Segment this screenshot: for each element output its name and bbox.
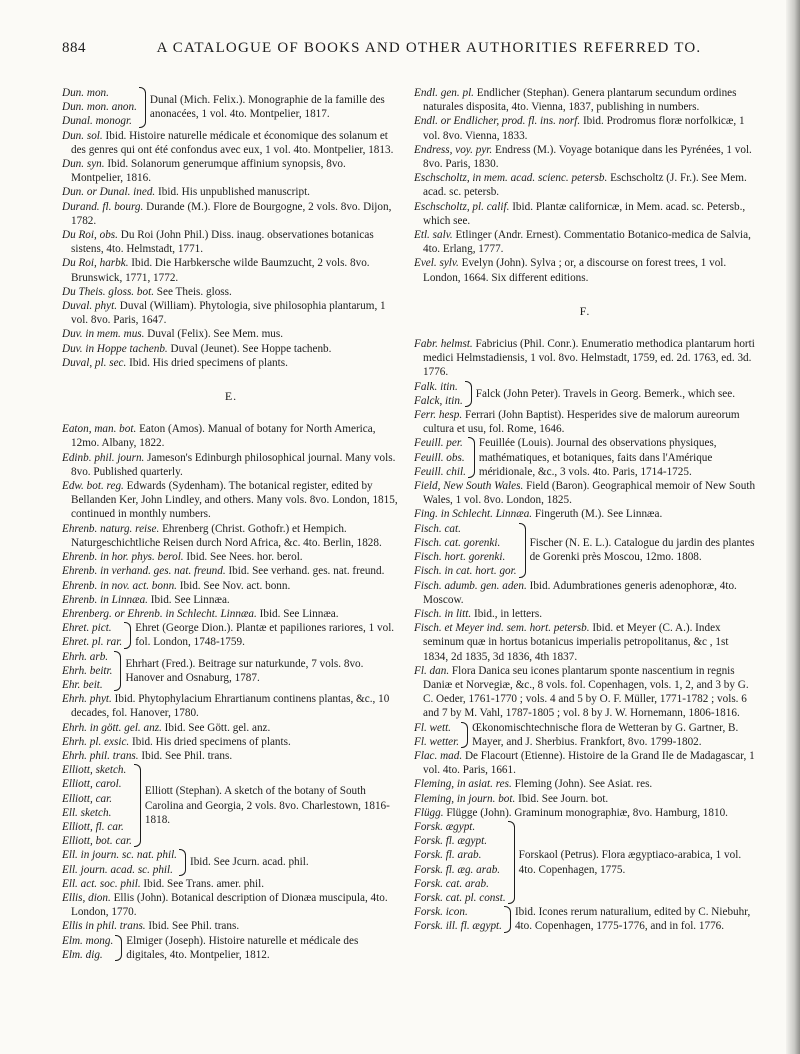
entry-abbreviations xyxy=(414,905,502,933)
entry-abbreviation: Ehr. beit. xyxy=(62,678,103,691)
entry-abbreviation: Forsk. fl. æg. arab. xyxy=(414,863,501,876)
catalogue-entry xyxy=(62,422,400,450)
catalogue-entry xyxy=(62,749,400,763)
catalogue-entry xyxy=(414,507,756,521)
entry-text: Ibid. See Linnæa. xyxy=(150,593,230,606)
grouped-entry xyxy=(62,86,400,129)
entry-text: Ibid. His dried specimens of plants. xyxy=(129,356,288,369)
entry-abbreviation: Ehret. pl. rar. xyxy=(62,636,123,649)
entry-abbreviation: Ellis in phil. trans. xyxy=(62,920,146,933)
entry-abbreviation: Forsk. ill. fl. ægypt. xyxy=(414,920,502,933)
entry-abbreviation: Edinb. phil. journ. xyxy=(62,451,145,464)
entry-text: Duval (Jeunet). See Hoppe tachenb. xyxy=(170,342,332,355)
entry-text: Flügge (John). Graminum monographiæ, 8vo. Hamburg, 1810. xyxy=(446,806,728,819)
entry-text: Ibid. Phytophylacium Ehrartianum continens plantas, &c., 10 decades, fol. Hanover, 1780. xyxy=(71,693,390,720)
entry-abbreviation: Feuill. obs. xyxy=(414,451,465,464)
entry-text: Endress (M.). Voyage botanique dans les Pyrénées, 1 vol. 8vo. Paris, 1830. xyxy=(423,143,752,171)
catalogue-entry xyxy=(62,479,400,522)
entry-abbreviation: Du Roi, obs. xyxy=(62,229,118,242)
catalogue-entry xyxy=(414,228,756,256)
entry-abbreviation: Du Roi, harbk. xyxy=(62,257,129,270)
entry-text: Ibid. Adumbrationes generis adenophoræ, 4to. Moscow. xyxy=(423,579,737,606)
entry-abbreviation: Falck, itin. xyxy=(414,394,463,407)
entry-abbreviation: Elliott, fl. car. xyxy=(62,820,124,833)
page-edge xyxy=(786,0,800,1054)
entry-abbreviations xyxy=(62,848,177,876)
entry-abbreviation: Field, New South Wales. xyxy=(414,480,524,493)
entry-abbreviation: Durand. fl. bourg. xyxy=(62,200,144,213)
entry-abbreviation: Endl. or Endlicher, prod. fl. ins. norf. xyxy=(414,115,581,128)
brace-mark xyxy=(504,906,511,932)
entry-text: Jameson's Edinburgh philosophical journal. Many vols. 8vo. Published quarterly. xyxy=(71,451,396,478)
entry-abbreviation: Endl. gen. pl. xyxy=(414,87,474,99)
entry-text: Ibid. Die Harbkersche wilde Baumzucht, 2 vols. 8vo. Brunswick, 1771, 1772. xyxy=(71,257,370,284)
entry-abbreviation: Ferr. hesp. xyxy=(414,409,463,422)
entry-abbreviation: Duval, pl. sec. xyxy=(62,356,127,369)
brace-mark xyxy=(114,651,121,692)
catalogue-entry xyxy=(414,806,756,820)
grouped-entry xyxy=(414,522,756,579)
entry-abbreviation: Fing. in Schlecht. Linnæa. xyxy=(414,508,533,521)
entry-abbreviation: Ehrh. arb. xyxy=(62,650,109,663)
entry-text: Duval (Felix). See Mem. mus. xyxy=(147,328,284,341)
entry-text: Eaton (Amos). Manual of botany for North America, 12mo. Albany, 1822. xyxy=(71,423,376,450)
entry-abbreviation: Fleming, in asiat. res. xyxy=(414,778,512,791)
entry-abbreviation: Fisch. cat. xyxy=(414,522,461,535)
entry-abbreviation: Flac. mad. xyxy=(414,749,463,762)
entry-abbreviation: Dun. mon. xyxy=(62,87,109,99)
entry-text: Ibid. See Gött. gel. anz. xyxy=(164,721,271,734)
entry-text: Ibid. See Phil. trans. xyxy=(141,749,233,762)
entry-abbreviation: Ehrenberg. or Ehrenb. in Schlecht. Linnæa. xyxy=(62,607,257,620)
catalogue-entry xyxy=(414,479,756,507)
catalogue-entry xyxy=(62,919,400,933)
entry-text: Field (Baron). Geographical memoir of New South Wales, 1 vol. 8vo. London, 1825. xyxy=(423,480,756,507)
catalogue-entry xyxy=(62,721,400,735)
catalogue-entry xyxy=(414,256,756,284)
entry-abbreviation: Fisch. hort. gorenki. xyxy=(414,551,506,564)
grouped-entry xyxy=(414,721,756,749)
entries-e xyxy=(62,422,400,962)
page-number: 884 xyxy=(62,40,86,56)
entry-text: Ibid. See Linnæa. xyxy=(259,607,339,620)
entry-text: Ibid. See Trans. amer. phil. xyxy=(143,877,264,890)
entry-text: Edwards (Sydenham). The botanical register, edited by Bellanden Ker, John Lindley, and others. Many vols. 8vo. London, 1815, continued in monthly numbers. xyxy=(71,480,398,521)
brace-mark xyxy=(468,437,475,478)
entry-text: Ellis (John). Botanical description of Dionæa muscipula, 4to. London, 1770. xyxy=(71,891,388,919)
entry-text: Forskaol (Petrus). Flora ægyptiaco-arabica, 1 vol. 4to. Copenhagen, 1775. xyxy=(518,849,742,876)
entry-text: Ehrenberg (Christ. Gothofr.) et Hempich. Naturgeschichtliche Reisen durch Nord Africa, &c. 4to. Berlin, 1828. xyxy=(71,522,382,549)
catalogue-entry xyxy=(414,607,756,621)
entry-abbreviation: Elliott, bot. car. xyxy=(62,835,132,848)
catalogue-entry xyxy=(414,777,756,791)
entry-abbreviation: Elm. dig. xyxy=(62,948,103,961)
entry-text: Ibid. See Nees. hor. berol. xyxy=(186,551,303,564)
catalogue-entry xyxy=(62,327,400,341)
catalogue-entry xyxy=(414,114,756,142)
entry-text: Fabricius (Phil. Conr.). Enumeratio methodica plantarum horti medici Helmstadiensis, 1 vol. 8vo. Helmstadt, 1759, ed. 2d. 1763, ed. 3d. 1776. xyxy=(423,338,755,379)
entry-text: Fleming (John). See Asiat. res. xyxy=(514,778,653,791)
entry-abbreviation: Ehrh. in gött. gel. anz. xyxy=(62,721,162,734)
entry-abbreviation: Ehrenb. in nov. act. bonn. xyxy=(62,579,177,592)
entry-abbreviations xyxy=(62,934,113,962)
entry-abbreviation: Dun. or Dunal. ined. xyxy=(62,186,156,199)
grouped-entry xyxy=(62,934,400,962)
right-column xyxy=(414,86,756,934)
entry-text: De Flacourt (Etienne). Histoire de la Grand Ile de Madagascar, 1 vol. 4to. Paris, 1661. xyxy=(423,749,755,777)
entry-abbreviation: Eaton, man. bot. xyxy=(62,423,137,436)
catalogue-entry xyxy=(62,256,400,284)
entry-abbreviation: Duv. in mem. mus. xyxy=(62,328,145,341)
catalogue-entry xyxy=(414,200,756,228)
entry-abbreviation: Endress, voy. pyr. xyxy=(414,143,493,156)
entry-abbreviation: Fl. wetter. xyxy=(414,735,460,748)
catalogue-entry xyxy=(414,86,756,114)
entry-abbreviations xyxy=(414,380,463,408)
entry-text: Falck (John Peter). Travels in Georg. Bemerk., which see. xyxy=(475,387,736,400)
grouped-entry xyxy=(414,820,756,905)
entry-abbreviations xyxy=(414,436,466,479)
entry-text: Ibid. Icones rerum naturalium, edited by C. Niebuhr, 4to. Copenhagen, 1775-1776, and in fol. 1776. xyxy=(514,906,751,933)
entry-text: Œkonomischtechnische flora de Wetteran by G. Gartner, B. Mayer, and J. Sherbius. Frankfort, 8vo. 1799-1802. xyxy=(472,721,739,748)
catalogue-entry xyxy=(62,285,400,299)
entry-abbreviation: Etl. salv. xyxy=(414,229,453,242)
brace-mark xyxy=(519,523,526,578)
entry-abbreviation: Flügg. xyxy=(414,806,444,819)
entry-abbreviation: Elliott, car. xyxy=(62,792,113,805)
entry-text: Elmiger (Joseph). Histoire naturelle et médicale des digitales, 4to. Montpelier, 1812. xyxy=(126,934,359,961)
entry-abbreviation: Ehrh. phyt. xyxy=(62,693,112,706)
grouped-entry xyxy=(414,380,756,408)
section-heading-e: E. xyxy=(224,389,238,404)
entry-abbreviation: Duv. in Hoppe tachenb. xyxy=(62,342,168,355)
entry-text: Ibid. Histoire naturelle médicale et économique des solanum et des genres qui ont été confondus avec eux, 1 vol. 4to. Montpelier, 1813. xyxy=(71,129,394,156)
entry-abbreviation: Elm. mong. xyxy=(62,934,114,947)
entry-text: Ehrhart (Fred.). Beitrage sur naturkunde, 7 vols. 8vo. Hanover and Osnaburg, 1787. xyxy=(125,657,364,684)
catalogue-entry xyxy=(62,185,400,199)
grouped-entry xyxy=(414,905,756,933)
catalogue-entry xyxy=(414,171,756,199)
entry-text: Ibid. Solanorum generumque affinium synopsis, 8vo. Montpelier, 1816. xyxy=(71,158,346,185)
entry-abbreviation: Evel. sylv. xyxy=(414,257,459,270)
catalogue-entry xyxy=(414,337,756,380)
catalogue-entry xyxy=(414,579,756,607)
entry-abbreviations xyxy=(62,621,122,649)
entry-text: Ibid. See verhand. ges. nat. freund. xyxy=(228,565,385,578)
entry-text: Ibid. et Meyer (C. A.). Index seminum quæ in hortus botanicus imperialis petropolitanus, &c , 1st 1834, 2d 1835, 3d 1836, 4th 1837. xyxy=(423,622,729,663)
catalogue-entry xyxy=(414,664,756,721)
entry-abbreviations xyxy=(62,86,137,129)
entry-text: Fischer (N. E. L.). Catalogue du jardin des plantes de Gorenki près Moscou, 12mo. 1808. xyxy=(529,536,755,564)
catalogue-entry xyxy=(414,792,756,806)
entry-text: See Theis. gloss. xyxy=(156,285,232,298)
entry-text: Ehret (George Dion.). Plantæ et papiliones rariores, 1 vol. fol. London, 1748-1759. xyxy=(135,622,395,649)
page-header xyxy=(62,40,752,64)
entry-abbreviation: Forsk. icon. xyxy=(414,906,468,919)
catalogue-entry xyxy=(62,451,400,479)
entry-abbreviation: Fisch. in litt. xyxy=(414,607,472,620)
entries-d-continued xyxy=(62,86,400,370)
grouped-entry xyxy=(62,650,400,693)
brace-mark xyxy=(115,935,122,961)
entry-abbreviations xyxy=(414,721,459,749)
entry-text: Ibid. See Jcurn. acad. phil. xyxy=(189,856,309,869)
entry-text: Ibid. His unpublished manuscript. xyxy=(158,186,310,199)
catalogue-entry xyxy=(62,607,400,621)
entry-abbreviation: Edw. bot. reg. xyxy=(62,480,124,493)
entries-e-continued xyxy=(414,86,756,285)
catalogue-entry xyxy=(62,299,400,327)
entry-text: Feuillée (Louis). Journal des observations physiques, mathématiques, et botaniques, faits dans l'Amérique méridionale, &c., 3 vols. 4to. Paris, 1714-1725. xyxy=(478,437,717,478)
catalogue-entry xyxy=(414,143,756,171)
catalogue-entry xyxy=(62,200,400,228)
entry-abbreviation: Elliott, carol. xyxy=(62,778,122,791)
entry-abbreviation: Eschscholtz, pl. calif. xyxy=(414,200,510,213)
catalogue-entry xyxy=(62,342,400,356)
entry-abbreviation: Du Theis. gloss. bot. xyxy=(62,285,154,298)
entry-abbreviation: Dun. mon. anon. xyxy=(62,101,137,114)
entry-abbreviation: Ehret. pict. xyxy=(62,622,112,635)
brace-mark xyxy=(179,849,186,875)
entry-abbreviation: Fl. wett. xyxy=(414,721,451,734)
catalogue-entry xyxy=(62,356,400,370)
entry-abbreviation: Ell. in journ. sc. nat. phil. xyxy=(62,849,177,862)
left-column xyxy=(62,86,400,962)
entry-text: Ibid., in letters. xyxy=(473,607,543,620)
catalogue-entry xyxy=(62,228,400,256)
entry-abbreviations xyxy=(62,650,112,693)
entry-text: Eschscholtz (J. Fr.). See Mem. acad. sc. petersb. xyxy=(423,172,747,199)
entry-abbreviations xyxy=(62,763,132,848)
entry-abbreviation: Ehrenb. in Linnæa. xyxy=(62,593,148,606)
brace-mark xyxy=(124,622,131,648)
entry-text: Durande (M.). Flore de Bourgogne, 2 vols. 8vo. Dijon, 1782. xyxy=(71,200,392,227)
entry-abbreviation: Forsk. cat. arab. xyxy=(414,877,489,890)
catalogue-entry xyxy=(62,593,400,607)
catalogue-entry xyxy=(62,157,400,185)
entry-text: Endlicher (Stephan). Genera plantarum secundum ordines naturales disposita, 4to. Vienna, 1837, publishing in numbers. xyxy=(423,87,737,114)
catalogue-entry xyxy=(62,579,400,593)
grouped-entry xyxy=(62,763,400,848)
catalogue-entry xyxy=(62,564,400,578)
grouped-entry xyxy=(62,848,400,876)
catalogue-entry xyxy=(62,522,400,550)
catalogue-entry xyxy=(62,891,400,919)
entry-abbreviations xyxy=(414,820,506,905)
entry-abbreviation: Fl. dan. xyxy=(414,664,450,677)
entry-abbreviation: Ehrh. beitr. xyxy=(62,664,113,677)
entry-text: Ibid. See Nov. act. bonn. xyxy=(179,579,291,592)
entry-abbreviation: Feuill. per. xyxy=(414,437,463,450)
entry-abbreviation: Dun. syn. xyxy=(62,158,105,171)
brace-mark xyxy=(461,722,468,748)
entry-abbreviation: Ell. act. soc. phil. xyxy=(62,877,141,890)
entry-text: Ibid. Prodromus floræ norfolkicæ, 1 vol. 8vo. Vienna, 1833. xyxy=(423,115,745,142)
entry-text: Ibid. His dried specimens of plants. xyxy=(132,735,291,748)
entry-abbreviation: Fleming, in journ. bot. xyxy=(414,792,516,805)
entry-text: Etlinger (Andr. Ernest). Commentatio Botanico-medica de Salvia, 4to. Erlang, 1777. xyxy=(423,229,751,256)
entry-abbreviation: Fisch. adumb. gen. aden. xyxy=(414,579,527,592)
entry-abbreviation: Forsk. cat. pl. const. xyxy=(414,891,506,904)
entry-abbreviation: Ehrenb. naturg. reise. xyxy=(62,522,160,535)
entry-abbreviation: Fisch. in cat. hort. gor. xyxy=(414,565,517,578)
entry-text: Elliott (Stephan). A sketch of the botany of South Carolina and Georgia, 2 vols. 8vo. Charlestown, 1816-1818. xyxy=(144,785,390,826)
entry-abbreviation: Ehrh. pl. exsic. xyxy=(62,735,130,748)
entry-abbreviation: Ellis, dion. xyxy=(62,891,111,904)
entry-abbreviation: Dun. sol. xyxy=(62,129,103,142)
entry-abbreviation: Dunal. monogr. xyxy=(62,115,132,128)
entry-abbreviation: Falk. itin. xyxy=(414,380,458,393)
entry-abbreviation: Fisch. et Meyer ind. sem. hort. petersb. xyxy=(414,622,590,635)
catalogue-entry xyxy=(62,129,400,157)
brace-mark xyxy=(508,821,515,904)
entry-text: Evelyn (John). Sylva ; or, a discourse on forest trees, 1 vol. London, 1664. Six different editions. xyxy=(423,257,727,284)
catalogue-entry xyxy=(62,550,400,564)
entry-abbreviation: Eschscholtz, in mem. acad. scienc. petersb. xyxy=(414,172,608,185)
entry-abbreviation: Ell. journ. acad. sc. phil. xyxy=(62,863,173,876)
brace-mark xyxy=(134,764,141,847)
entry-abbreviation: Elliott, sketch. xyxy=(62,764,127,777)
entries-f xyxy=(414,337,756,934)
entry-abbreviation: Forsk. ægypt. xyxy=(414,820,476,833)
entry-abbreviation: Ehrenb. in hor. phys. berol. xyxy=(62,551,184,564)
brace-mark xyxy=(139,87,146,128)
entry-abbreviations xyxy=(414,522,517,579)
entry-abbreviation: Feuill. chil. xyxy=(414,465,466,478)
entry-abbreviation: Duval. phyt. xyxy=(62,300,117,313)
catalogue-entry xyxy=(414,749,756,777)
catalogue-entry xyxy=(414,408,756,436)
entry-text: Ferrari (John Baptist). Hesperides sive de malorum aureorum cultura et usu, fol. Rome, 1646. xyxy=(423,409,740,436)
entry-text: Ibid. Plantæ californicæ, in Mem. acad. sc. Petersb., which see. xyxy=(423,200,746,227)
grouped-entry xyxy=(414,436,756,479)
catalogue-entry xyxy=(414,621,756,664)
entry-abbreviation: Ehrh. phil. trans. xyxy=(62,749,139,762)
running-title: A CATALOGUE OF BOOKS AND OTHER AUTHORITIES REFERRED TO. xyxy=(156,40,702,56)
catalogue-entry xyxy=(62,735,400,749)
catalogue-entry xyxy=(62,692,400,720)
entry-text: Ibid. See Journ. bot. xyxy=(518,792,609,805)
entry-abbreviation: Fisch. cat. gorenki. xyxy=(414,536,501,549)
entry-text: Flora Danica seu icones plantarum sponte nascentium in regnis Daniæ et Norvegiæ, &c., 8 vols. fol. Copenhagen, vols. 1, 2, and 3 by G. C. Oeder, 1761-1770 ; vols. 4 and 5 by O. F. Müller, 1771-1782 ; vols. 6 and 7 by M. Vahl, 1787-1805 ; vol. 8 by J. W. Hornemann, 1806-1816. xyxy=(423,664,749,720)
entry-text: Dunal (Mich. Felix.). Monographie de la famille des anonacées, 1 vol. 4to. Montpelier, 1817. xyxy=(149,94,385,121)
grouped-entry xyxy=(62,621,400,649)
entry-abbreviation: Ehrenb. in verhand. ges. nat. freund. xyxy=(62,565,226,578)
catalogue-entry xyxy=(62,877,400,891)
entry-abbreviation: Forsk. fl. ægypt. xyxy=(414,835,488,848)
entry-text: Fingeruth (M.). See Linnæa. xyxy=(534,508,663,521)
entry-text: Duval (William). Phytologia, sive philosophia plantarum, 1 vol. 8vo. Paris, 1647. xyxy=(71,300,386,327)
brace-mark xyxy=(465,381,472,407)
entry-abbreviation: Fabr. helmst. xyxy=(414,338,473,351)
entry-text: Ibid. See Phil. trans. xyxy=(148,920,240,933)
entry-abbreviation: Forsk. fl. arab. xyxy=(414,849,482,862)
section-heading-f: F. xyxy=(579,303,591,318)
entry-text: Du Roi (John Phil.) Diss. inaug. observationes botanicas sistens, 4to. Helmstadt, 1771. xyxy=(71,229,374,256)
entry-abbreviation: Ell. sketch. xyxy=(62,806,112,819)
